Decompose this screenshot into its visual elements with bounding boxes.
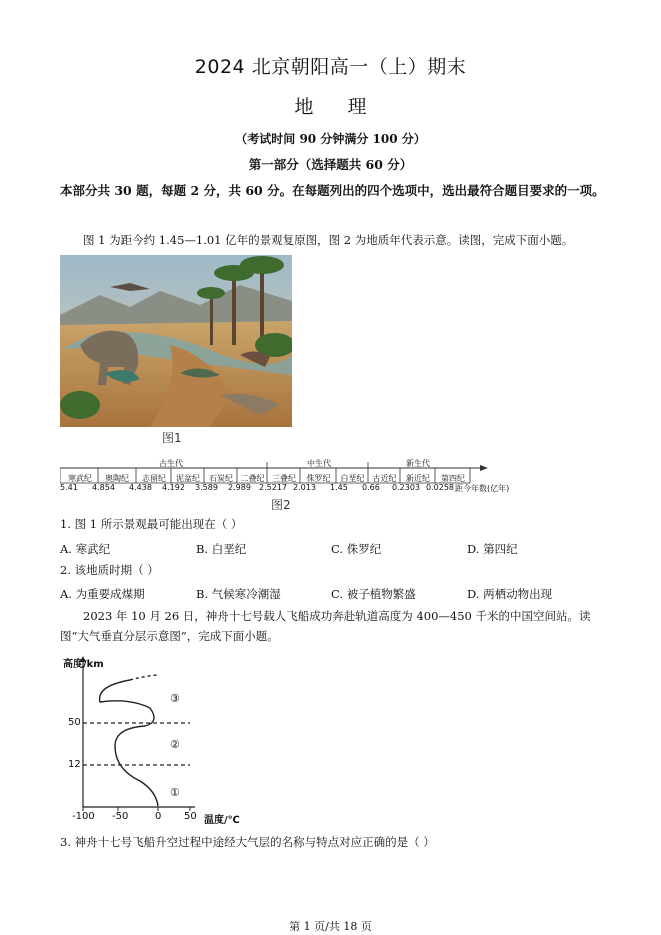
part-title: 第一部分（选择题共 60 分） xyxy=(248,157,413,172)
period-label: 新近纪 xyxy=(406,474,430,483)
y-tick-label: 50 xyxy=(68,717,81,728)
axis-label: 距今年数(亿年) xyxy=(455,484,510,493)
era-label: 新生代 xyxy=(406,459,430,468)
q1-option-c[interactable]: C. 侏罗纪 xyxy=(331,542,382,556)
exam-info: （考试时间 90 分钟满分 100 分） xyxy=(235,132,426,146)
period-label: 志留纪 xyxy=(142,474,166,483)
period-label: 寒武纪 xyxy=(68,474,92,483)
q2-option-b[interactable]: B. 气候寒冷潮湿 xyxy=(196,587,281,601)
q1-option-b[interactable]: B. 白垩纪 xyxy=(196,542,247,556)
era-label: 古生代 xyxy=(159,459,183,468)
y-axis-label: 高度/km xyxy=(63,659,104,670)
intro-paragraph-1: 图 1 为距今约 1.45—1.01 亿年的景观复原图，图 2 为地质年代表示意。读图，完成下面小题。 xyxy=(83,233,574,247)
q2-option-c[interactable]: C. 被子植物繁盛 xyxy=(331,587,416,601)
age-label: 2.013 xyxy=(293,483,316,492)
x-tick-label: -100 xyxy=(72,811,95,822)
age-label: 0.66 xyxy=(362,483,380,492)
instructions: 本部分共 30 题，每题 2 分，共 60 分。在每题列出的四个选项中，选出最符合题目要求的一项。 xyxy=(60,183,605,198)
age-label: 4.192 xyxy=(162,483,185,492)
age-label: 3.589 xyxy=(195,483,218,492)
x-tick-label: 50 xyxy=(184,811,197,822)
age-label: 2.989 xyxy=(228,483,251,492)
question-3-stem: 3. 神舟十七号飞船升空过程中途经大气层的名称与特点对应正确的是（ ） xyxy=(60,835,435,849)
period-label: 白垩纪 xyxy=(340,474,365,483)
period-label: 泥盆纪 xyxy=(176,474,200,483)
subject-title: 地 理 xyxy=(294,96,367,118)
age-label: 0.0258 xyxy=(426,483,454,492)
era-label: 中生代 xyxy=(307,459,331,468)
figure2-caption: 图2 xyxy=(271,498,291,512)
layer-label-3: ③ xyxy=(170,692,180,705)
x-axis-label: 温度/℃ xyxy=(204,815,240,826)
age-label: 5.41 xyxy=(60,483,78,492)
landscape-image xyxy=(60,255,292,427)
y-tick-label: 12 xyxy=(68,759,81,770)
question-1-stem: 1. 图 1 所示景观最可能出现在（ ） xyxy=(60,517,243,531)
layer-label-1: ① xyxy=(170,786,180,799)
intro-paragraph-2: 2023 年 10 月 26 日，神舟十七号载人飞船成功奔赴轨道高度为 400—450 千米的中国空间站。读图“大气垂直分层示意图”，完成下面小题。 xyxy=(60,609,591,643)
x-tick-label: 0 xyxy=(155,811,162,822)
age-label: 2.5217 xyxy=(259,483,287,492)
period-label: 第四纪 xyxy=(441,474,465,483)
period-label: 奥陶纪 xyxy=(105,474,129,483)
period-label: 古近纪 xyxy=(372,474,397,483)
q2-option-d[interactable]: D. 两栖动物出现 xyxy=(467,587,553,601)
figure1-caption: 图1 xyxy=(162,431,182,445)
q1-option-a[interactable]: A. 寒武纪 xyxy=(60,542,111,556)
period-label: 侏罗纪 xyxy=(306,474,331,483)
age-label: 4.854 xyxy=(92,483,115,492)
age-label: 0.2303 xyxy=(392,483,420,492)
page-footer: 第 1 页/共 18 页 xyxy=(289,920,372,933)
period-label: 三叠纪 xyxy=(272,474,296,483)
question-2-stem: 2. 该地质时期（ ） xyxy=(60,563,159,577)
period-label: 石炭纪 xyxy=(209,474,233,483)
q2-option-a[interactable]: A. 为重要成煤期 xyxy=(60,587,145,601)
atmosphere-diagram xyxy=(60,656,250,826)
period-label: 二叠纪 xyxy=(240,474,265,483)
q1-option-d[interactable]: D. 第四纪 xyxy=(467,542,518,556)
age-label: 1.45 xyxy=(330,483,348,492)
layer-label-2: ② xyxy=(170,738,180,751)
exam-title: 2024 北京朝阳高一（上）期末 xyxy=(194,56,467,78)
age-label: 4.438 xyxy=(129,483,152,492)
x-tick-label: -50 xyxy=(112,811,129,822)
